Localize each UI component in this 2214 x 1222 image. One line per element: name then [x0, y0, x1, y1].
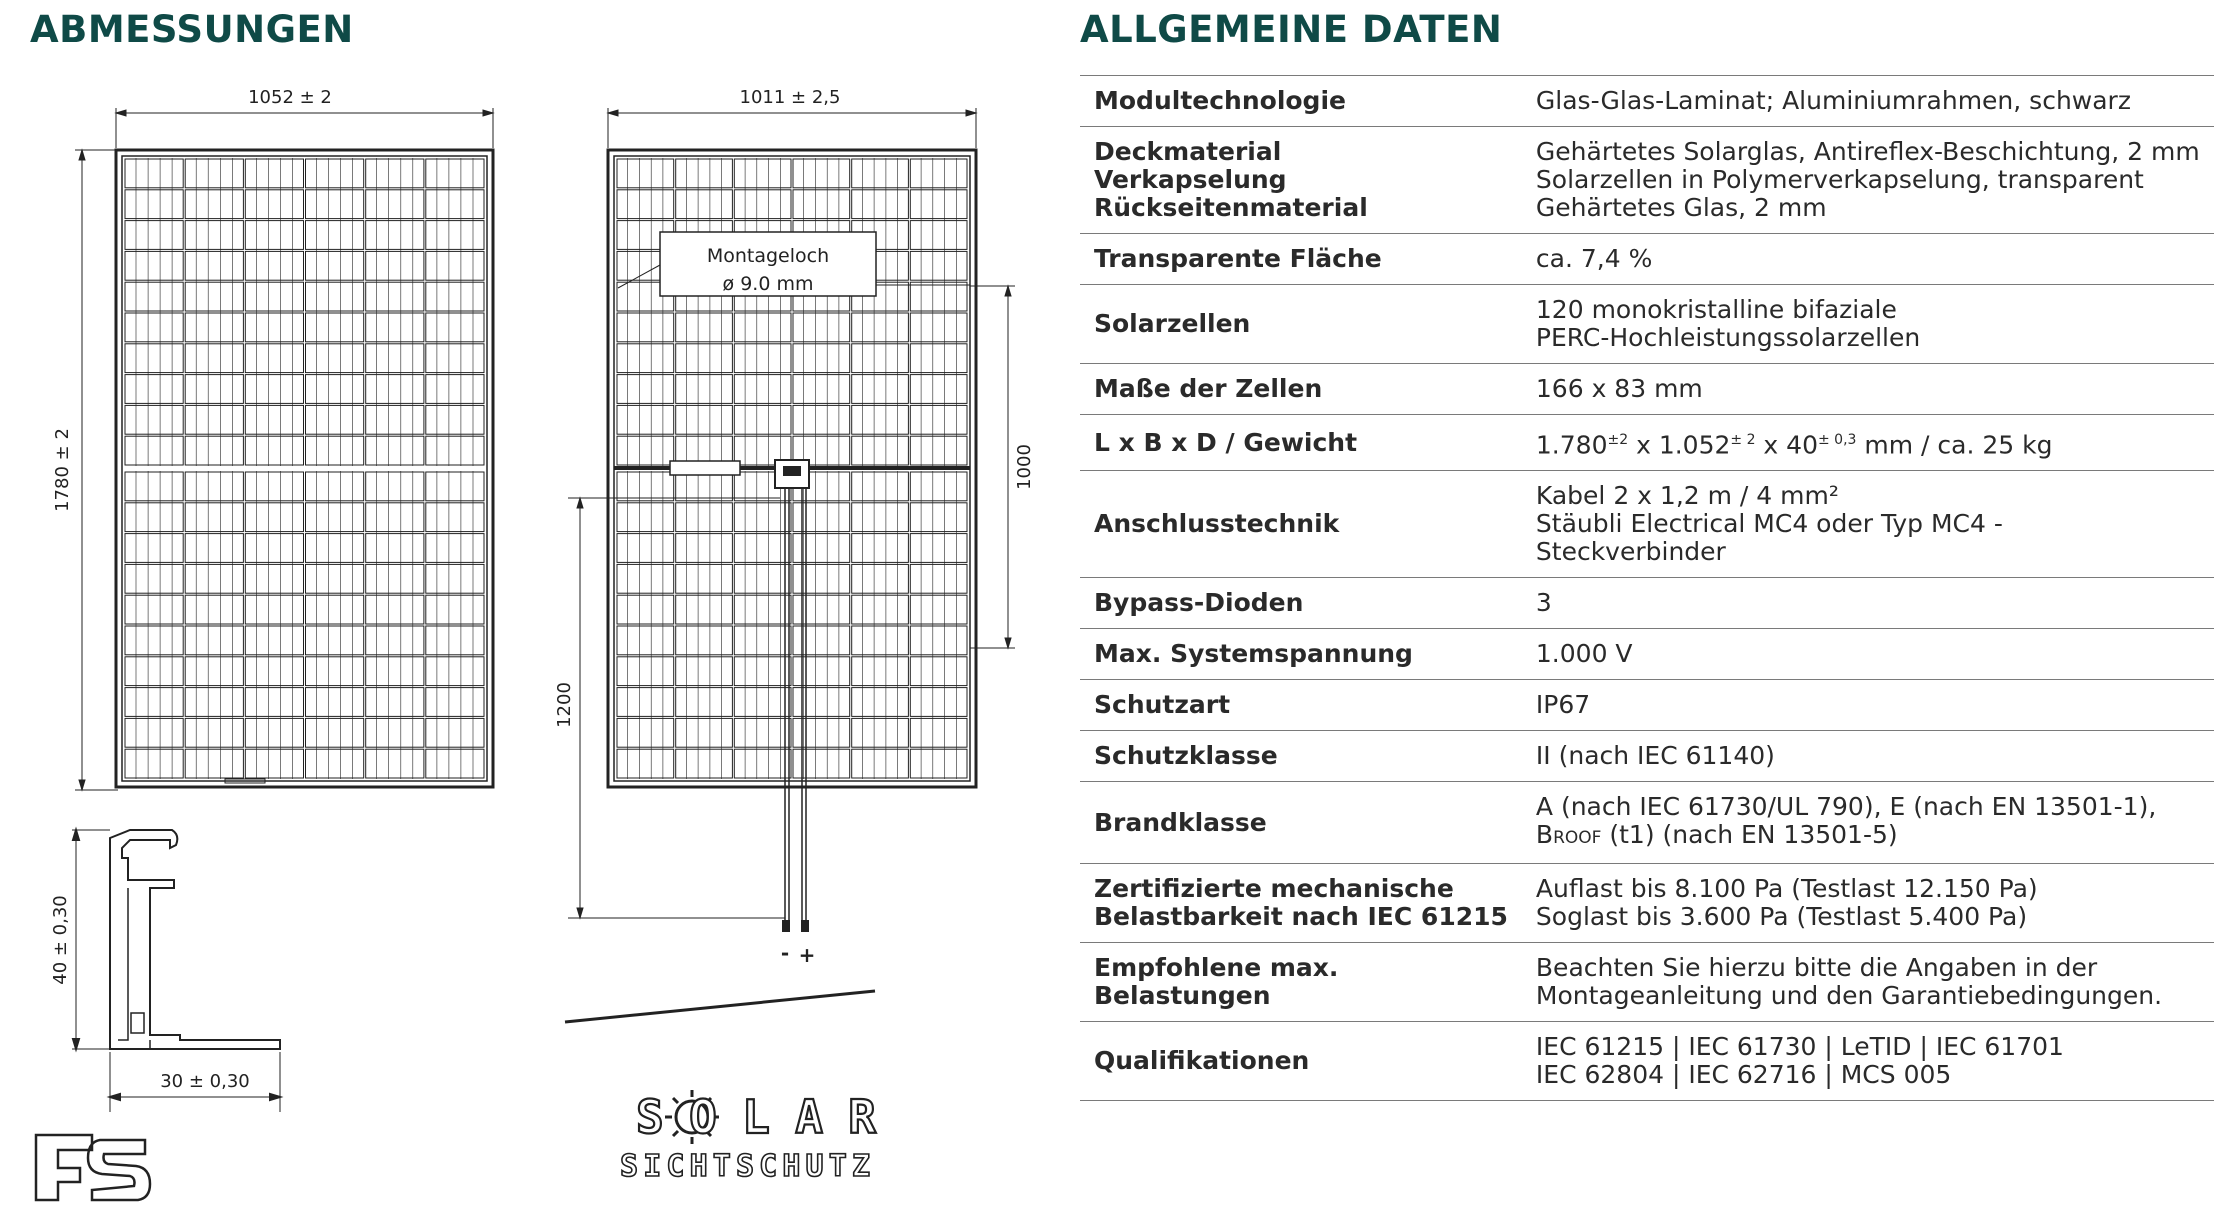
row-value: A (nach IEC 61730/UL 790), E (nach EN 13501-1),: [1535, 792, 2157, 822]
solar-cell: [676, 657, 733, 686]
solar-cell: [852, 595, 909, 624]
row-value: Soglast bis 3.600 Pa (Testlast 5.400 Pa): [1535, 902, 2028, 932]
solar-cell: [185, 436, 243, 465]
solar-cell: [306, 503, 364, 532]
solar-cell: [125, 472, 183, 501]
row-value: IEC 61215 | IEC 61730 | LeTID | IEC 61701: [1535, 1032, 2064, 1062]
mounting-hole-label: Montageloch: [706, 245, 830, 267]
row-label: Maße der Zellen: [1094, 374, 1323, 403]
solar-cell: [617, 344, 674, 373]
solar-cell: [910, 534, 967, 563]
solar-cell: [426, 221, 484, 250]
row-value: Glas-Glas-Laminat; Aluminiumrahmen, schwarz: [1535, 86, 2131, 115]
table-row: [1080, 364, 2214, 415]
plus-terminal: +: [798, 943, 816, 967]
solar-cell: [852, 626, 909, 655]
solar-cell: [793, 405, 850, 434]
row-label: Solarzellen: [1094, 309, 1251, 338]
solar-cell: [617, 159, 674, 188]
solar-cell: [306, 405, 364, 434]
row-value: Steckverbinder: [1535, 537, 1726, 567]
solar-cell: [426, 503, 484, 532]
table-row: [1080, 731, 2214, 782]
solar-cell: [125, 534, 183, 563]
dim-1000-label: 1000: [1014, 444, 1035, 490]
solar-cell: [676, 313, 733, 342]
solar-cell: [366, 313, 424, 342]
row-value: 120 monokristalline bifaziale: [1535, 295, 1897, 324]
solar-cell: [245, 534, 303, 563]
row-value: $1.780^{\pm 2}$ x $1.052^{\pm 2}$ x $40^{\pm 0,3}$ mm / ca. 25 kg: [1535, 430, 2053, 460]
table-row: [1080, 471, 2214, 578]
solar-cell: [852, 405, 909, 434]
solar-cell: [185, 564, 243, 593]
solar-cell: [793, 159, 850, 188]
solar-cell: [306, 344, 364, 373]
dimension-drawing: [0, 0, 1060, 1222]
solar-cell: [734, 657, 791, 686]
solar-cell: [676, 159, 733, 188]
solar-cell: [125, 564, 183, 593]
solar-cell: [734, 718, 791, 747]
solar-cell: [185, 405, 243, 434]
solar-cell: [185, 503, 243, 532]
solar-cell: [617, 626, 674, 655]
section-title-dimensions: ABMESSUNGEN: [30, 8, 354, 51]
solar-cell: [734, 626, 791, 655]
solar-cell: [910, 405, 967, 434]
solar-cell: [185, 688, 243, 717]
solar-cell: [734, 344, 791, 373]
solar-cell: [366, 436, 424, 465]
solar-cell: [910, 190, 967, 219]
solar-cell: [185, 718, 243, 747]
solar-cell: [676, 190, 733, 219]
solar-cell: [125, 251, 183, 280]
solar-cell: [245, 626, 303, 655]
solar-cell: [852, 657, 909, 686]
solar-cell: [245, 503, 303, 532]
solar-cell: [734, 564, 791, 593]
solar-cell: [617, 534, 674, 563]
solar-cell: [793, 313, 850, 342]
table-row: [1080, 782, 2214, 864]
row-value: 1.000 V: [1535, 639, 1633, 669]
solar-cell: [185, 534, 243, 563]
solar-cell: [426, 313, 484, 342]
solar-cell: [366, 190, 424, 219]
solar-cell: [185, 595, 243, 624]
profile-height-label: 40 ± 0,30: [50, 895, 71, 985]
solar-cell: [426, 626, 484, 655]
solar-cell: [676, 344, 733, 373]
solar-cell: [910, 472, 967, 501]
solar-cell: [245, 436, 303, 465]
solar-cell: [366, 595, 424, 624]
row-value: 166 x 83 mm: [1535, 374, 1703, 403]
table-row: [1080, 234, 2214, 285]
solar-cell: [185, 282, 243, 311]
solar-cell: [793, 190, 850, 219]
solar-cell: [910, 344, 967, 373]
solar-cell: [366, 718, 424, 747]
solar-cell: [676, 375, 733, 404]
solar-cell: [617, 375, 674, 404]
solar-cell: [617, 405, 674, 434]
solar-cell: [306, 190, 364, 219]
row-label: Belastbarkeit nach IEC 61215: [1094, 902, 1508, 932]
solar-cell: [617, 657, 674, 686]
solar-cell: [910, 313, 967, 342]
solar-cell: [734, 405, 791, 434]
solar-cell: [852, 313, 909, 342]
solar-cell: [245, 472, 303, 501]
solar-cell: [910, 436, 967, 465]
solar-cell: [852, 534, 909, 563]
side-view-line: [565, 991, 875, 1022]
solar-cell: [676, 749, 733, 778]
solar-cell: [910, 221, 967, 250]
solar-cell: [426, 688, 484, 717]
solar-cell: [125, 405, 183, 434]
solar-cell: [125, 503, 183, 532]
solar-cell: [676, 534, 733, 563]
mounting-hole-diameter: ø 9.0 mm: [722, 273, 814, 295]
solar-cell: [366, 405, 424, 434]
solar-cell: [366, 626, 424, 655]
table-row: [1080, 76, 2214, 127]
table-row: [1080, 1022, 2214, 1101]
row-value: IEC 62804 | IEC 62716 | MCS 005: [1535, 1060, 1952, 1090]
solar-cell: [366, 251, 424, 280]
row-label: Max. Systemspannung: [1094, 639, 1413, 669]
solar-cell: [734, 375, 791, 404]
solar-cell: [910, 626, 967, 655]
table-row: [1080, 864, 2214, 943]
solar-cell: [426, 405, 484, 434]
solar-cell: [852, 688, 909, 717]
solar-cell: [185, 657, 243, 686]
solar-cell: [676, 405, 733, 434]
row-value: II (nach IEC 61140): [1535, 741, 1775, 771]
solar-cell: [245, 159, 303, 188]
solar-cell: [125, 190, 183, 219]
solar-cell: [617, 564, 674, 593]
solar-cell: [306, 749, 364, 778]
row-value: Kabel 2 x 1,2 m / 4 mm²: [1535, 481, 1839, 511]
row-label: Schutzart: [1094, 690, 1231, 720]
row-label: Deckmaterial: [1094, 137, 1282, 166]
solar-cell: [185, 375, 243, 404]
solar-wordmark: SOLAR: [636, 1090, 876, 1144]
solar-cell: [125, 688, 183, 717]
back-view: [568, 108, 1015, 932]
solar-cell: [426, 564, 484, 593]
solar-cell: [185, 251, 243, 280]
solar-cell: [676, 626, 733, 655]
solar-cell: [852, 749, 909, 778]
solar-cell: [306, 595, 364, 624]
front-height-label: 1780 ± 2: [52, 428, 73, 512]
solar-cell: [734, 503, 791, 532]
profile-width-label: 30 ± 0,30: [160, 1071, 250, 1092]
row-value: Montageanleitung und den Garantiebedingungen.: [1535, 981, 2163, 1011]
solar-cell: [617, 313, 674, 342]
table-row: [1080, 629, 2214, 680]
solar-cell: [185, 190, 243, 219]
row-label: Schutzklasse: [1094, 741, 1278, 771]
solar-cell: [245, 282, 303, 311]
frame-profile: [72, 830, 280, 1112]
solar-cell: [125, 159, 183, 188]
solar-cell: [245, 190, 303, 219]
row-value: Stäubli Electrical MC4 oder Typ MC4 -: [1535, 509, 2003, 539]
solar-cell: [245, 688, 303, 717]
solar-cell: [245, 313, 303, 342]
solar-cell: [910, 564, 967, 593]
solar-cell: [185, 159, 243, 188]
solar-cell: [306, 313, 364, 342]
solar-cell: [125, 749, 183, 778]
solar-cell: [617, 688, 674, 717]
solar-cell: [366, 534, 424, 563]
row-value: Solarzellen in Polymerverkapselung, transparent: [1535, 165, 2144, 194]
solar-cell: [125, 436, 183, 465]
row-label: Bypass-Dioden: [1094, 588, 1304, 618]
solar-cell: [245, 718, 303, 747]
solar-cell: [793, 344, 850, 373]
solar-cell: [366, 688, 424, 717]
solar-cell: [366, 749, 424, 778]
solar-cell: [185, 749, 243, 778]
row-label: Rückseitenmaterial: [1094, 193, 1368, 222]
solar-cell: [306, 534, 364, 563]
solar-cell: [366, 344, 424, 373]
solar-cell: [852, 472, 909, 501]
solar-cell: [306, 282, 364, 311]
table-row: [1080, 578, 2214, 629]
solar-cell: [306, 657, 364, 686]
row-value: Gehärtetes Glas, 2 mm: [1535, 193, 1827, 222]
front-view: [75, 108, 493, 790]
solar-cell: [125, 313, 183, 342]
solar-cell: [734, 688, 791, 717]
row-label: Zertifizierte mechanische: [1094, 874, 1454, 904]
solar-cell: [366, 221, 424, 250]
solar-cell: [676, 564, 733, 593]
row-value: Beachten Sie hierzu bitte die Angaben in der: [1535, 953, 2098, 983]
solar-cell: [306, 436, 364, 465]
row-label: Verkapselung: [1094, 165, 1287, 194]
specifications-table: [1080, 75, 2214, 1101]
solar-cell: [734, 190, 791, 219]
solar-cell: [426, 472, 484, 501]
solar-cell: [617, 595, 674, 624]
row-label: Brandklasse: [1094, 807, 1267, 837]
table-row: [1080, 415, 2214, 471]
solar-cell: [852, 344, 909, 373]
solar-cell: [852, 159, 909, 188]
solar-cell: [426, 595, 484, 624]
solar-cell: [676, 503, 733, 532]
solar-cell: [245, 749, 303, 778]
solar-cell: [426, 749, 484, 778]
solar-cell: [125, 718, 183, 747]
solar-cell: [366, 657, 424, 686]
solar-cell: [366, 375, 424, 404]
solar-cell: [910, 282, 967, 311]
solar-cell: [125, 595, 183, 624]
solar-cell: [734, 534, 791, 563]
solar-cell: [852, 375, 909, 404]
solar-cell: [426, 190, 484, 219]
dim-1200-label: 1200: [554, 682, 575, 728]
minus-terminal: -: [780, 941, 790, 965]
solar-cell: [185, 221, 243, 250]
solar-cell: [366, 282, 424, 311]
solar-cell: [245, 564, 303, 593]
section-title-general-data: ALLGEMEINE DATEN: [1080, 8, 1503, 51]
solar-cell: [852, 718, 909, 747]
fs-logo-icon: [36, 1135, 150, 1200]
solar-cell: [125, 221, 183, 250]
solar-cell: [676, 718, 733, 747]
solar-cell: [426, 282, 484, 311]
solar-cell: [185, 313, 243, 342]
solar-cell: [734, 595, 791, 624]
row-label: Qualifikationen: [1094, 1046, 1310, 1076]
row-value: Gehärtetes Solarglas, Antireflex-Beschichtung, 2 mm: [1535, 137, 2200, 166]
row-value: ca. 7,4 %: [1535, 244, 1653, 273]
front-width-label: 1052 ± 2: [248, 87, 332, 108]
solar-cell: [306, 718, 364, 747]
table-row: [1080, 127, 2214, 234]
solar-cell: [793, 375, 850, 404]
solar-cell: [366, 159, 424, 188]
solar-cell: [306, 221, 364, 250]
solar-cell: [734, 749, 791, 778]
solar-cell: [617, 749, 674, 778]
solar-cell: [306, 626, 364, 655]
row-label: Empfohlene max.: [1094, 953, 1339, 983]
table-row: [1080, 943, 2214, 1022]
row-label: Modultechnologie: [1094, 86, 1346, 115]
solar-cell: [734, 313, 791, 342]
row-value: Auflast bis 8.100 Pa (Testlast 12.150 Pa): [1535, 874, 2038, 904]
solar-cell: [426, 344, 484, 373]
sichtschutz-wordmark: SICHTSCHUTZ: [620, 1149, 870, 1184]
solar-cell: [245, 251, 303, 280]
solar-cell: [306, 688, 364, 717]
solar-cell: [306, 159, 364, 188]
solar-cell: [185, 344, 243, 373]
solar-cell: [852, 436, 909, 465]
solar-cell: [617, 190, 674, 219]
solar-cell: [734, 159, 791, 188]
solar-cell: [366, 472, 424, 501]
solar-cell: [366, 564, 424, 593]
solar-cell: [617, 718, 674, 747]
row-value: PERC-Hochleistungssolarzellen: [1535, 323, 1921, 352]
solar-cell: [426, 718, 484, 747]
solar-cell: [910, 688, 967, 717]
solar-cell: [910, 749, 967, 778]
row-label: Anschlusstechnik: [1094, 509, 1340, 539]
solar-cell: [426, 657, 484, 686]
solar-cell: [910, 375, 967, 404]
solar-cell: [910, 595, 967, 624]
solar-cell: [910, 251, 967, 280]
solar-cell: [125, 344, 183, 373]
solar-cell: [426, 534, 484, 563]
row-label: L x B x D / Gewicht: [1094, 427, 1358, 457]
solar-cell: [185, 626, 243, 655]
solar-cell: [426, 251, 484, 280]
row-value: BROOF (t1) (nach EN 13501-5): [1535, 820, 1898, 850]
solar-cell: [426, 375, 484, 404]
solar-cell: [245, 375, 303, 404]
solar-cell: [366, 503, 424, 532]
solar-cell: [306, 564, 364, 593]
solar-cell: [426, 159, 484, 188]
solar-cell: [245, 405, 303, 434]
solar-cell: [185, 472, 243, 501]
solar-cell: [910, 718, 967, 747]
solar-cell: [617, 503, 674, 532]
solar-cell: [910, 159, 967, 188]
solar-cell: [910, 657, 967, 686]
solar-cell: [617, 472, 674, 501]
solar-cell: [245, 657, 303, 686]
solar-cell: [617, 436, 674, 465]
solar-cell: [676, 688, 733, 717]
solar-cell: [125, 375, 183, 404]
solar-cell: [245, 221, 303, 250]
row-label: Transparente Fläche: [1094, 244, 1382, 273]
solar-cell: [852, 503, 909, 532]
solar-cell: [125, 282, 183, 311]
row-label: Belastungen: [1094, 981, 1271, 1011]
solar-cell: [852, 564, 909, 593]
solar-cell: [306, 472, 364, 501]
back-width-label: 1011 ± 2,5: [739, 87, 841, 108]
solar-cell: [245, 595, 303, 624]
solar-cell: [306, 251, 364, 280]
solar-cell: [676, 595, 733, 624]
solar-cell: [306, 375, 364, 404]
solar-cell: [910, 503, 967, 532]
solar-cell: [852, 190, 909, 219]
row-value: 3: [1535, 588, 1552, 618]
solar-cell: [676, 472, 733, 501]
solar-cell: [426, 436, 484, 465]
table-row: [1080, 285, 2214, 364]
table-row: [1080, 680, 2214, 731]
solar-cell: [125, 626, 183, 655]
row-value: IP67: [1535, 690, 1591, 720]
solar-cell: [125, 657, 183, 686]
solar-cell: [245, 344, 303, 373]
